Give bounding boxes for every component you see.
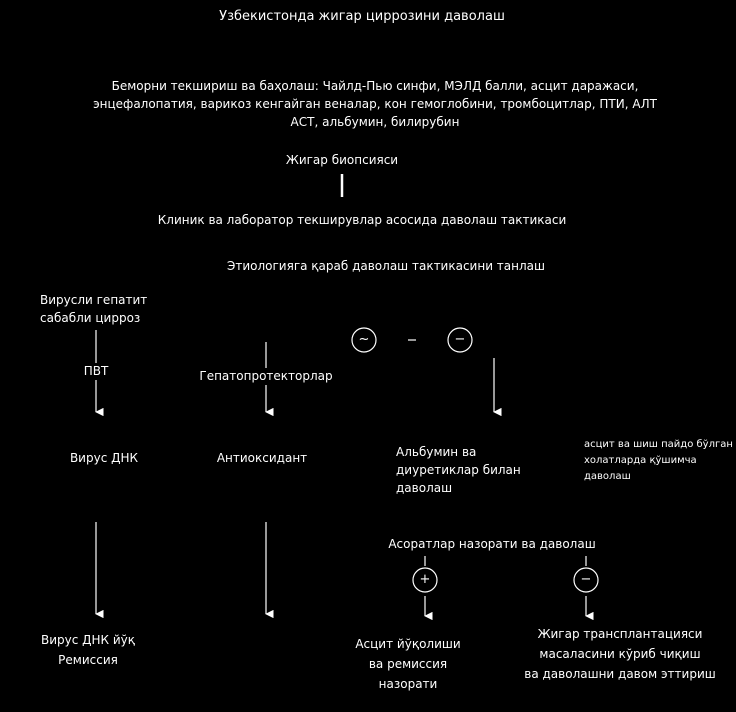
bottom-center-line-1: Асцит йўқолиши xyxy=(355,637,461,651)
bottom-right-line-3: ва даволашни давом эттириш xyxy=(524,667,716,681)
intro-line-2: энцефалопатия, варикоз кенгайган веналар, кон гемоглобини, тромбоцитлар, ПТИ, АЛТ xyxy=(93,97,657,111)
bottom-right-line-2: масаласини кўриб чиқиш xyxy=(539,647,701,661)
assessment-node: Клиник ва лаборатор текширувлар асосида даволаш тактикаси xyxy=(157,213,567,227)
side-note-line-3: даволаш xyxy=(584,471,631,482)
circle-symbol-4: − xyxy=(580,572,592,587)
intro-line-1: Беморни текшириш ва баҳолаш: Чайлд-Пью синфи, МЭЛД балли, асцит даражаси, xyxy=(111,79,639,93)
mid-node-right-line-1: Альбумин ва xyxy=(396,445,477,459)
arrow-label-pvt: ПВТ xyxy=(83,364,109,378)
bottom-left-line-1: Вирус ДНК йўқ xyxy=(40,633,136,647)
bottom-center-line-3: назорати xyxy=(378,677,438,691)
bottom-left-line-2: Ремиссия xyxy=(58,653,118,667)
left-top-line-2: сабабли цирроз xyxy=(40,311,141,325)
branch-node: Этиологияга қараб даволаш тактикасини танлаш xyxy=(226,259,546,273)
circle-symbol-1: ~ xyxy=(358,332,370,347)
bottom-right-line-1: Жигар трансплантацияси xyxy=(537,627,703,641)
mid-node-right-line-2: диуретиклар билан xyxy=(396,463,521,477)
mid-node-right-line-3: даволаш xyxy=(396,481,453,495)
circle-symbol-3: + xyxy=(419,572,431,587)
side-note-line-2: холатларда қўшимча xyxy=(584,455,697,466)
mid-node-middle: Антиоксидант xyxy=(216,451,308,465)
arrow-label-hepatoprotectors: Гепатопротекторлар xyxy=(199,369,333,383)
liver-biopsy-node: Жигар биопсияси xyxy=(285,153,399,167)
circle-symbol-2: − xyxy=(454,332,466,347)
intro-line-3: АСТ, альбумин, билирубин xyxy=(290,115,460,129)
mid-node-left: Вирус ДНК xyxy=(69,451,139,465)
diagram-title: Узбекистонда жигар циррозини даволаш xyxy=(219,9,505,24)
left-top-line-1: Вирусли гепатит xyxy=(40,293,148,307)
bottom-center-line-2: ва ремиссия xyxy=(368,657,448,671)
control-row: Асоратлар назорати ва даволаш xyxy=(388,537,596,551)
side-note-line-1: асцит ва шиш пайдо бўлган xyxy=(584,439,733,450)
